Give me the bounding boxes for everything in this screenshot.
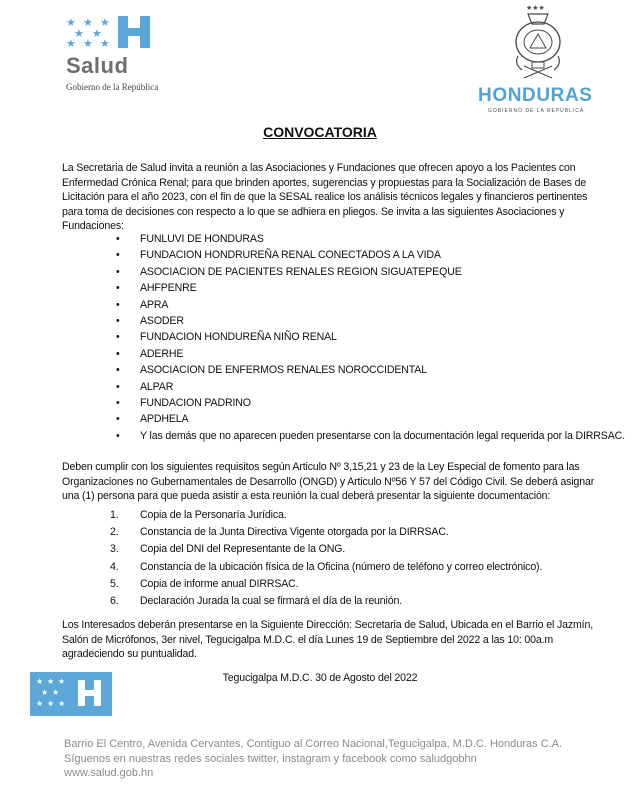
footer-website[interactable]: www.salud.gob.hn [64,767,154,780]
list-item: • ADERHE [116,347,184,360]
footer-contact [64,737,624,781]
government-left: Gobierno de la República [66,82,159,92]
svg-text:★: ★ [36,677,44,686]
country-name: HONDURAS [478,85,593,106]
associations-list [116,232,625,445]
intro-paragraph: La Secretaria de Salud invita a reunión a las Asociaciones y Fundaciones que ofrecen apoyo a los Pacientes con Enfermedad Crónica Renal; para que brinden aportes, sugerencias y propuestas para la Socialización de Bases de Licitación para el año 2023, con el fin de que la SESAL realice los análisis técnicos legales y financieros pertinentes para toma de decisiones con respecto a lo que se adhiera en pliegos. Se invita a las siguientes Asociaciones y Fundaciones: [62,162,588,232]
list-item: • ALPAR [116,380,174,393]
stars-icon: ★ ★ ★ ★ ★ ★ ★ ★ [66,17,110,50]
svg-text:★: ★ [58,699,66,708]
svg-text:★: ★ [52,688,60,697]
government-right: GOBIERNO DE LA REPÚBLICA [488,108,585,114]
requirements-list [110,508,542,611]
svg-text:★: ★ [36,699,44,708]
list-item: 4. Constancia de la ubicación física de la Oficina (número de teléfono y correo electrónico). [110,560,543,573]
h-letter-icon [118,16,150,48]
list-item: 1. Copia de la Personaría Jurídica. [110,509,287,521]
list-item: • FUNDACION HONDRUREÑA RENAL CONECTADOS A LA VIDA [116,249,441,262]
closing-paragraph: Los Interesados deberán presentarse en la Siguiente Dirección: Secretaria de Salud, Ubicada en el Barrio el Jazmín, Salón de Micrófonos, 3er nivel, Tegucigalpa M.D.C. el día Lunes 19 de Septiembre del 2022 a las 10: 00a.m agradeciendo su puntualidad. [62,619,593,660]
requirements-paragraph: Deben cumplir con los siguientes requisitos según Articulo Nº 3,15,21 y 23 de la Ley Especial de fomento para las Organizaciones no Gubernamentales de Desarrollo (ONGD) y Articulo Nº56 Y 57 del Código Civil. Se deberá asignar una (1) persona para que pueda asistir a esta reunión la cual deberá presentar la siguiente documentación: [62,461,595,502]
svg-text:★: ★ [47,677,55,686]
document-title: CONVOCATORIA [263,124,377,140]
list-item: 6. Declaración Jurada la cual se firmará el día de la reunión. [110,594,403,607]
list-item: • APRA [116,298,169,311]
list-item: • ASOCIACION DE PACIENTES RENALES REGION SIGUATEPEQUE [116,265,462,278]
footer-address: Barrio El Centro, Avenida Cervantes, Contiguo al Correo Nacional,Tegucigalpa, M.D.C. Honduras C.A. [64,738,563,750]
ministry-name: Salud [66,53,129,78]
list-item: 2. Constancia de la Junta Directiva Vigente otorgada por la DIRRSAC. [110,526,449,539]
list-item: • FUNDACION PADRINO [116,396,251,409]
list-item: 3. Copia del DNI del Representante de la ONG. [110,543,346,556]
list-item: • APDHELA [116,413,189,426]
salud-logo [66,16,186,106]
list-item: • Y las demás que no aparecen pueden presentarse con la documentación legal requerida por la DIRRSAC. [116,429,625,442]
list-item: • ASOCIACION DE ENFERMOS RENALES NOROCCIDENTAL [116,364,427,377]
svg-text:★: ★ [58,677,66,686]
svg-text:★★★: ★★★ [526,4,545,12]
footer-logo-icon [30,672,112,716]
footer-social: Síguenos en nuestras redes sociales twitter, instagram y facebook como saludgobhn [64,752,477,765]
list-item: • AHFPENRE [116,282,197,295]
list-item: • FUNLUVI DE HONDURAS [116,233,264,245]
svg-text:★: ★ [47,699,55,708]
list-item: • ASODER [116,314,184,327]
coat-of-arms-icon [506,0,570,84]
svg-text:★: ★ [41,688,49,697]
list-item: 5. Copia de informe anual DIRRSAC. [110,577,299,590]
list-item: • FUNDACION HONDUREÑA NIÑO RENAL [116,331,337,344]
date-line: Tegucigalpa M.D.C. 30 de Agosto del 2022 [222,672,418,684]
